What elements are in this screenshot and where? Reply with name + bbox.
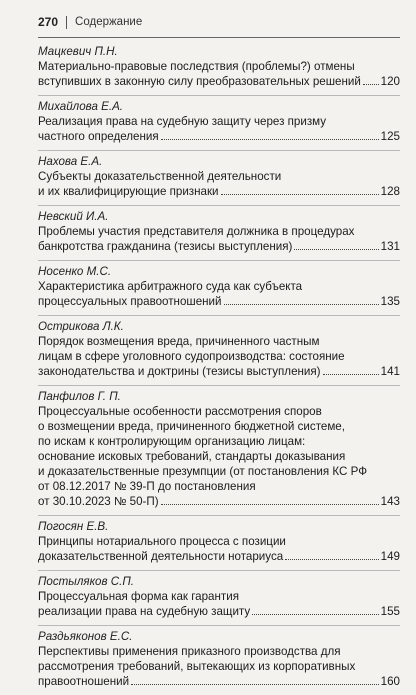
entry-title-line: реализации права на судебную защиту 155 (38, 605, 400, 618)
toc-entry (38, 625, 400, 695)
entry-author: Мацкевич П.Н. (38, 45, 118, 58)
toc-entry (38, 570, 400, 625)
leader-dots (161, 503, 379, 505)
toc-entry (38, 515, 400, 570)
toc-entries (38, 41, 400, 695)
entry-title-line: о возмещении вреда, причиненного бюджетной системе, (38, 420, 345, 433)
entry-title (38, 534, 400, 564)
entry-title-line: от 30.10.2023 № 50-П) 143 (38, 495, 400, 508)
entry-title-line: лицам в сфере уголовного судопроизводства: состояние (38, 350, 345, 363)
toc-entry (38, 205, 400, 260)
entry-title (38, 334, 400, 379)
entry-title-line: Перспективы применения приказного производства для (38, 645, 341, 658)
leader-dots (252, 613, 378, 615)
leader-dots (323, 373, 379, 375)
entry-author: Раздьяконов Е.С. (38, 630, 133, 643)
leader-dots (363, 83, 379, 85)
entry-author: Постыляков С.П. (38, 575, 134, 588)
entry-page-number: 128 (380, 185, 400, 198)
toc-entry (38, 315, 400, 385)
leader-dots (221, 193, 379, 195)
entry-title-line: Процессуальная форма как гарантия (38, 590, 239, 603)
leader-dots (294, 248, 378, 250)
entry-author: Панфилов Г. П. (38, 390, 121, 403)
entry-title-line: вступивших в законную силу преобразовательных решений 120 (38, 75, 400, 88)
entry-author: Погосян Е.В. (38, 520, 109, 533)
leader-dots (161, 138, 379, 140)
entry-title (38, 279, 400, 309)
entry-title (38, 169, 400, 199)
entry-title-line: Проблемы участия представителя должника в процедурах (38, 225, 355, 238)
page-header (38, 14, 400, 30)
entry-title-line: частного определения 125 (38, 130, 400, 143)
entry-title-line: и доказательственные презумпции (от постановления КС РФ (38, 465, 368, 478)
entry-title-line: законодательства и доктрины (тезисы выступления) 141 (38, 365, 400, 378)
entry-title-line: по искам к контролирующим организацию лицам: (38, 435, 306, 448)
entry-author: Михайлова Е.А. (38, 100, 124, 113)
entry-page-number: 135 (380, 295, 400, 308)
entry-page-number: 155 (380, 605, 400, 618)
entry-page-number: 125 (380, 130, 400, 143)
entry-author: Невский И.А. (38, 210, 109, 223)
entry-page-number: 143 (380, 495, 400, 508)
entry-title-line: и их квалифицирующие признаки 128 (38, 185, 400, 198)
entry-title (38, 589, 400, 619)
entry-title-line: процессуальных правоотношений 135 (38, 295, 400, 308)
toc-entry (38, 150, 400, 205)
header-rule (38, 37, 400, 38)
entry-author: Нахова Е.А. (38, 155, 103, 168)
entry-title (38, 404, 400, 509)
entry-title-line: Характеристика арбитражного суда как субъекта (38, 280, 303, 293)
entry-title-line: рассмотрения требований, вытекающих из корпоративных (38, 660, 356, 673)
toc-entry (38, 260, 400, 315)
entry-title-line: Порядок возмещения вреда, причиненного частным (38, 335, 320, 348)
entry-title-line: Субъекты доказательственной деятельности (38, 170, 282, 183)
entry-title (38, 59, 400, 89)
entry-title-line: Принципы нотариального процесса с позиции (38, 535, 286, 548)
entry-title-line: от 08.12.2017 № 39-П до постановления (38, 480, 256, 493)
entry-title-line: правоотношений 160 (38, 675, 400, 688)
toc-entry (38, 41, 400, 95)
entry-title-line: Процессуальные особенности рассмотрения споров (38, 405, 322, 418)
leader-dots (285, 558, 378, 560)
entry-title-line: доказательственной деятельности нотариуса 149 (38, 550, 400, 563)
entry-title-line: основание исковых требований, стандарты доказывания (38, 450, 346, 463)
entry-page-number: 120 (380, 75, 400, 88)
leader-dots (131, 683, 379, 685)
toc-entry (38, 95, 400, 150)
entry-author: Острикова Л.К. (38, 320, 124, 333)
entry-page-number: 131 (380, 240, 400, 253)
entry-title (38, 644, 400, 689)
entry-page-number: 149 (380, 550, 400, 563)
entry-page-number: 160 (380, 675, 400, 688)
section-title: Содержание (75, 16, 143, 28)
header-separator (66, 16, 67, 29)
entry-title-line: банкротства гражданина (тезисы выступления) 131 (38, 240, 400, 253)
entry-title-line: Материально-правовые последствия (проблемы?) отмены (38, 60, 355, 73)
entry-title (38, 114, 400, 144)
entry-author: Носенко М.С. (38, 265, 112, 278)
entry-title (38, 224, 400, 254)
page-number: 270 (38, 15, 59, 29)
entry-page-number: 141 (380, 365, 400, 378)
entry-title-line: Реализация права на судебную защиту через призму (38, 115, 327, 128)
leader-dots (224, 303, 379, 305)
toc-entry (38, 385, 400, 515)
